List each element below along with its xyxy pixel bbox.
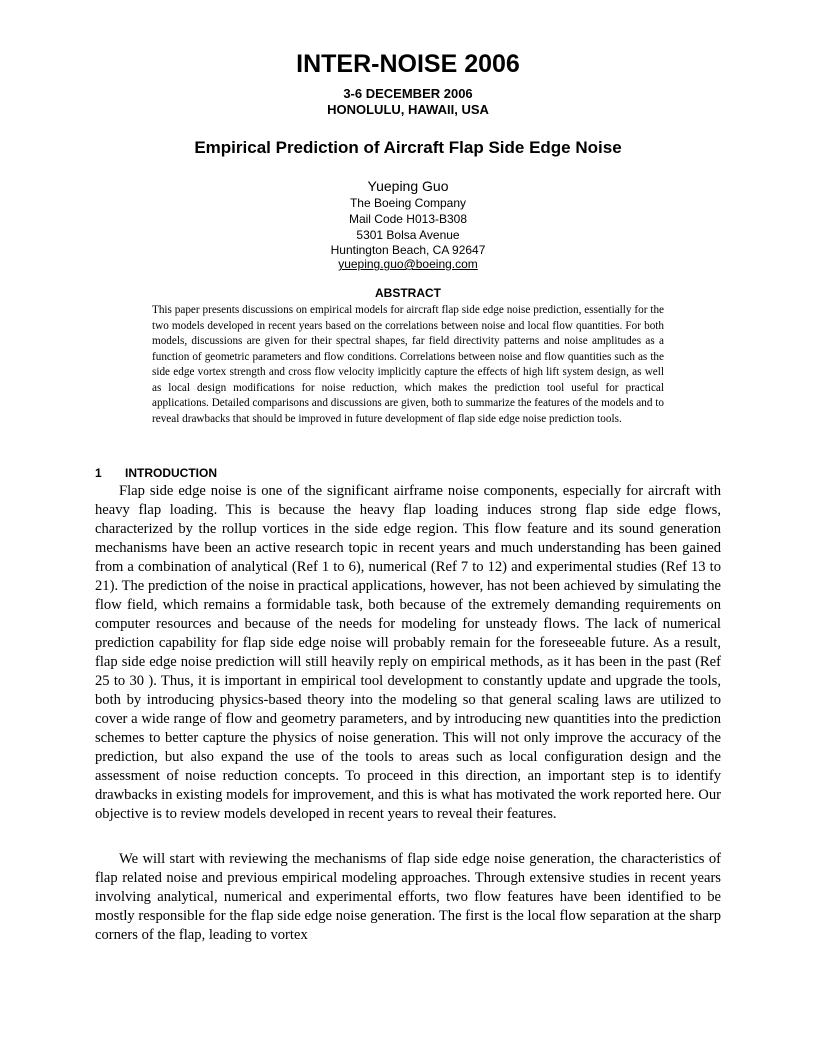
author-affiliation-city: Huntington Beach, CA 92647 — [330, 243, 486, 257]
section-heading — [95, 466, 217, 480]
paper-title: Empirical Prediction of Aircraft Flap Side Edge Noise — [194, 138, 622, 157]
conference-location: HONOLULU, HAWAII, USA — [327, 102, 489, 117]
author-affiliation-company: The Boeing Company — [349, 196, 467, 210]
body-paragraph: Flap side edge noise is one of the significant airframe noise components, especially for aircraft with heavy flap loading. This is because the heavy flap loading induces strong flap side edge flows, characterized by the rollup vortices in the side edge region. This flow feature and its sound generation mechanisms have been an active research topic in recent years and much understanding has been gained from a combination of analytical (Ref 1 to 6), numerical (Ref 7 to 12) and experimental studies (Ref 13 to 21). The prediction of the noise in practical applications, however, has not been achieved by simulating the flow field, which remains a formidable task, both because of the extremely demanding requirements on computer resources and because of the needs for modeling for unsteady flows. The lack of numerical prediction capability for flap side edge noise will probably remain for the foreseeable future. As a result, flap side edge noise prediction will still heavily reply on empirical methods, as it has been in the past (Ref 25 to 30 ). Thus, it is important in empirical tool development to constantly update and upgrade the tools, both by introducing physics-based theory into the modeling so that general scaling laws are utilized to cover a wide range of flow and geometry parameters, and by introducing new quantities into the prediction schemes to better capture the physics of noise generation. This will not only improve the accuracy of the prediction, but also expand the use of the tools to areas such as local configuration design and the assessment of noise reduction concepts. To proceed in this direction, an important step is to identify drawbacks in existing models for improvement, and this is what has motivated the work reported here. Our objective is to review models developed in recent years to reveal their features. — [95, 483, 721, 822]
section-number: 1 — [95, 466, 102, 480]
section-title: INTRODUCTION — [125, 466, 217, 480]
author-name: Yueping Guo — [367, 178, 449, 194]
abstract-text: This paper presents discussions on empirical models for aircraft flap side edge noise prediction, essentially for the two models developed in recent years based on the correlations between noise and local flow quantities. For both models, discussions are given for their spectral shapes, far field directivity patterns and noise amplitudes as a function of geometric parameters and flow conditions. Correlations between noise and flow quantities such as the side edge vortex strength and cross flow velocity implicitly capture the effects of high lift system design, as well as local design modifications for noise reduction, which makes the prediction tool useful for practical applications. Detailed comparisons and discussions are given, both to summarize the features of the models and to reveal drawbacks that should be improved in future development of flap side edge noise prediction tools. — [152, 304, 664, 425]
author-email-link[interactable]: yueping.guo@boeing.com — [338, 257, 478, 271]
body-paragraph: We will start with reviewing the mechanisms of flap side edge noise generation, the characteristics of flap related noise and previous empirical modeling approaches. Through extensive studies in recent years involving analytical, numerical and experimental efforts, two flow features have been identified to be mostly responsible for the flap side edge noise generation. The first is the local flow separation at the sharp corners of the flap, leading to vortex — [95, 851, 721, 943]
conference-title: INTER-NOISE 2006 — [296, 50, 520, 78]
author-affiliation-street: 5301 Bolsa Avenue — [356, 228, 460, 242]
abstract-heading: ABSTRACT — [375, 286, 441, 300]
author-affiliation-mail-code: Mail Code H013-B308 — [348, 212, 468, 226]
conference-date: 3-6 DECEMBER 2006 — [343, 86, 473, 101]
